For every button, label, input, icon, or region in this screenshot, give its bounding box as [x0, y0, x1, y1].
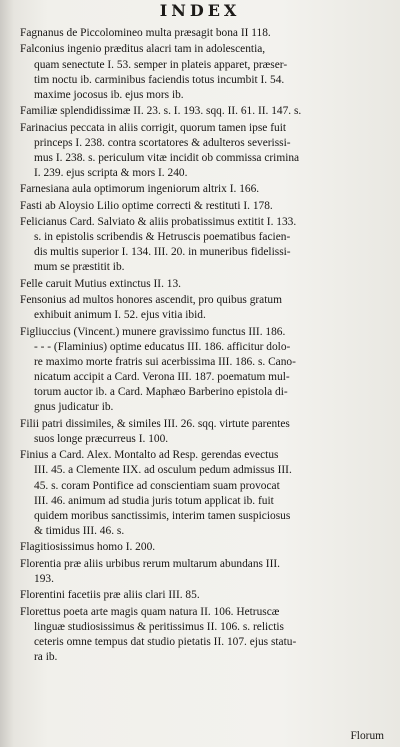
index-entry-headword-line: Familiæ splendidissimæ II. 23. s. I. 193. sqq. II. 61. II. 147. s. [20, 105, 302, 118]
index-entry-continuation-line: ra ib. [34, 651, 58, 664]
index-entry-continuation-line: dis multis superior I. 134. III. 20. in muneribus fidelissi- [34, 246, 291, 259]
index-entries [20, 26, 386, 666]
index-entry [20, 293, 386, 323]
index-entry-headword-line: Farnesiana aula optimorum ingeniorum altrix I. 166. [20, 183, 260, 196]
index-entry-continuation-line: exhibuit animum I. 52. ejus vitia ibid. [34, 309, 206, 322]
index-entry-headword-line: Flagitiosissimus homo I. 200. [20, 541, 156, 554]
index-entry [20, 42, 386, 103]
index-entry-continuation-line: torum auctor ib. a Card. Maphæo Barberino epistola di- [34, 386, 288, 399]
index-entry [20, 182, 386, 197]
index-entry-headword-line: Falconius ingenio præditus alacri tam in adolescentia, [20, 43, 266, 56]
index-entry-continuation-line: I. 239. ejus scripta & mors I. 240. [34, 166, 188, 179]
index-entry [20, 448, 386, 539]
catchword: Florum [350, 730, 384, 742]
index-entry-continuation-line: 193. [34, 572, 54, 585]
index-entry [20, 557, 386, 587]
index-entry-headword-line: Florettus poeta arte magis quam natura II. 106. Hetruscæ [20, 605, 280, 618]
index-entry-continuation-line: mum se præstitit ib. [34, 261, 125, 274]
index-entry [20, 325, 386, 416]
index-entry [20, 104, 386, 119]
index-entry-continuation-line: s. in epistolis scribendis & Hetruscis poematibus facien- [34, 231, 291, 244]
index-entry-headword-line: Fasti ab Aloysio Lilio optime correcti & restituti I. 178. [20, 199, 273, 212]
page-header: INDEX [159, 1, 241, 20]
index-entry-headword-line: Farinacius peccata in aliis corrigit, quorum tamen ipse fuit [20, 121, 287, 134]
index-entry-headword-line: Florentia præ aliis urbibus rerum multarum abundans III. [20, 557, 281, 570]
index-entry-continuation-line: 45. s. coram Pontifice ad conscientiam suam provocat [34, 479, 280, 492]
index-entry-continuation-line: nicatum accipit a Card. Verona III. 187. poematum mul- [34, 371, 290, 384]
index-entry-headword-line: Felicianus Card. Salviato & aliis probatissimus extitit I. 133. [20, 216, 297, 228]
index-entry [20, 121, 386, 182]
index-entry [20, 199, 386, 214]
index-entry-continuation-line: - - - (Flaminius) optime educatus III. 186. afficitur dolo- [34, 340, 291, 353]
index-entry [20, 540, 386, 555]
index-entry-headword-line: Florentini facetiis præ aliis clari III. 85. [20, 589, 200, 602]
index-entry-continuation-line: linguæ studiosissimus & peritissimus II. 106. s. relictis [34, 620, 284, 633]
index-entry [20, 277, 386, 292]
index-entry [20, 588, 386, 603]
index-entry-headword-line: Finius a Card. Alex. Montalto ad Resp. gerendas evectus [20, 449, 279, 462]
index-entry-continuation-line: III. 45. a Clemente IIX. ad osculum pedum admissus III. [34, 464, 292, 477]
index-entry-continuation-line: mus I. 238. s. periculum vitæ incidit ob commissa crimina [34, 151, 300, 164]
index-entry-continuation-line: tim noctu ib. carminibus faciendis totus incumbit I. 54. [34, 73, 285, 86]
index-entry-headword-line: Fensonius ad multos honores ascendit, pro quibus gratum [20, 294, 282, 307]
index-entry-headword-line: Fagnanus de Piccolomineo multa præsagit bona II 118. [20, 27, 271, 39]
page-gutter-shadow [0, 0, 14, 747]
index-entry-continuation-line: III. 46. animum ad studia juris totum applicat ib. fuit [34, 494, 274, 507]
index-entry-headword-line: Filii patri dissimiles, & similes III. 26. sqq. virtute parentes [20, 417, 290, 430]
index-entry-continuation-line: gnus judicatur ib. [34, 401, 114, 414]
index-entry-headword-line: Figliuccius (Vincent.) munere gravissimo functus III. 186. [20, 325, 286, 338]
index-entry [20, 605, 386, 666]
index-entry-continuation-line: ceteris omne tempus dat studio pietatis II. 107. ejus statu- [34, 635, 297, 648]
index-entry [20, 215, 386, 276]
index-entry-continuation-line: re maximo morte fratris sui acerbissima III. 186. s. Cano- [34, 355, 296, 368]
index-entry-continuation-line: quam senectute I. 53. semper in plateis apparet, præser- [34, 58, 288, 71]
index-entry [20, 417, 386, 447]
index-entry-continuation-line: & timidus III. 46. s. [34, 525, 125, 538]
index-entry [20, 26, 386, 41]
index-entry-continuation-line: princeps I. 238. contra scortatores & adulteros severissi- [34, 136, 291, 149]
index-entry-continuation-line: suos longe præcurreus I. 100. [34, 432, 169, 445]
index-entry-continuation-line: maxime jocosus ib. ejus mors ib. [34, 88, 184, 101]
index-entry-continuation-line: quidem moribus sanctissimis, interim tamen suspiciosus [34, 509, 291, 522]
index-entry-headword-line: Felle caruit Mutius extinctus II. 13. [20, 277, 182, 290]
